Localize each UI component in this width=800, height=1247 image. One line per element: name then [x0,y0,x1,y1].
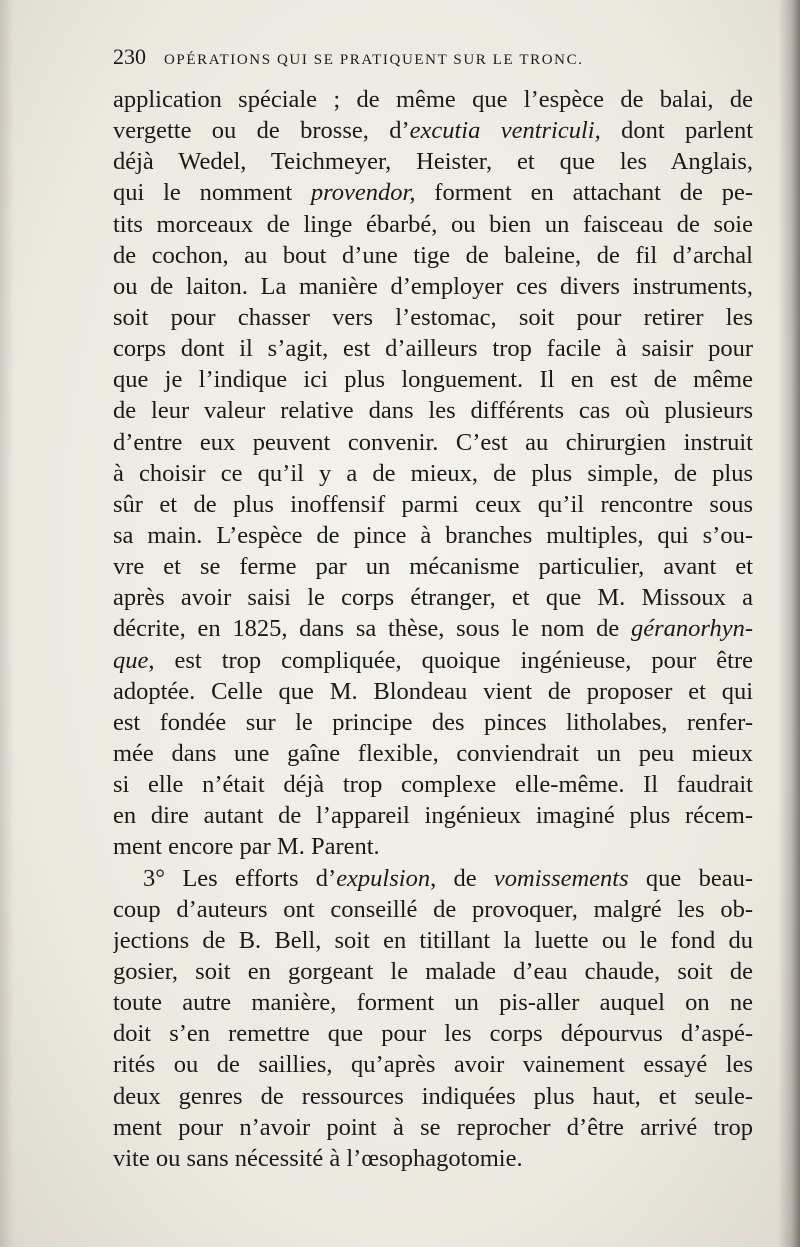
text-fragment: rités ou de saillies, qu’après avoir vainement essayé les [113,1051,753,1079]
text-fragment: deux genres de ressources indiquées plus haut, et seule- [113,1082,753,1110]
text-line [113,800,753,831]
text-fragment: jections de B. Bell, soit en titillant la luette ou le fond du [113,926,753,954]
text-line [113,582,753,613]
page-number: 230 [113,44,146,69]
text-fragment: sûr et de plus inoffensif parmi ceux qu’il rencontre sous [113,490,753,518]
text-line [113,1081,753,1112]
text-fragment: vre et se ferme par un mécanisme particulier, avant et [113,553,753,581]
text-fragment: doit s’en remettre que pour les corps dépourvus d’aspé- [113,1020,753,1048]
text-fragment: après avoir saisi le corps étranger, et que M. Missoux a [113,584,753,612]
text-fragment: soit pour chasser vers l’estomac, soit pour retirer les [113,303,753,331]
text-fragment: 3° Les efforts d’ [143,864,337,892]
text-fragment: toute autre manière, forment un pis-aller auquel on ne [113,989,753,1017]
text-line [113,458,753,489]
page-edge-shadow [778,0,800,1247]
text-line [113,271,753,302]
text-line [113,1018,753,1049]
text-line [113,551,753,582]
text-fragment: décrite, en 1825, dans sa thèse, sous le nom de [113,615,631,643]
text-fragment: application spéciale ; de même que l’espèce de balai, de [113,86,753,113]
text-fragment: , est trop compliquée, quoique ingénieuse, pour être [148,646,753,674]
text-line [113,209,753,240]
text-line [113,395,753,426]
text-line [113,115,753,146]
text-line [113,364,753,395]
italic-fragment: excutia ventriculi, [409,117,601,145]
text-fragment: ment encore par M. Parent. [113,833,380,861]
text-fragment: que beau- [628,864,753,892]
text-fragment: adoptée. Celle que M. Blondeau vient de proposer et qui [113,677,753,705]
text-line [113,769,753,800]
text-line [113,925,753,956]
text-line [113,177,753,208]
text-fragment: ment pour n’avoir point à se reprocher d’être arrivé trop [113,1113,753,1141]
text-fragment: en dire autant de l’appareil ingénieux imaginé plus récem- [113,802,753,830]
text-fragment: de cochon, au bout d’une tige de baleine, de fil d’archal [113,241,753,269]
text-fragment: que je l’indique ici plus longuement. Il en est de même [113,366,753,394]
text-fragment: sa main. L’espèce de pince à branches multiples, qui s’ou- [113,521,753,549]
text-line [113,894,753,925]
text-line [113,1112,753,1143]
text-line [113,831,753,862]
text-fragment: d’entre eux peuvent convenir. C’est au chirurgien instruit [113,428,753,456]
text-fragment: vergette ou de brosse, d’ [113,117,410,145]
text-fragment: qui le nomment [113,179,311,207]
text-line [113,707,753,738]
text-fragment: de leur valeur relative dans les différents cas où plusieurs [113,397,753,425]
body-text [113,84,753,1174]
text-line [113,240,753,271]
text-fragment: ou de laiton. La manière d’employer ces divers instruments, [113,272,753,300]
running-head: OPÉRATIONS QUI SE PRATIQUENT SUR LE TRONC. [163,52,584,68]
text-line [113,520,753,551]
text-line [113,987,753,1018]
text-line [113,146,753,177]
text-fragment: corps dont il s’agit, est d’ailleurs trop facile à saisir pour [113,335,753,363]
page-header [113,44,713,74]
text-line [113,676,753,707]
italic-fragment: géranorhyn- [630,615,753,643]
text-fragment: déjà Wedel, Teichmeyer, Heister, et que les Anglais, [113,148,753,176]
text-fragment: , de [430,864,494,892]
text-fragment: forment en attachant de pe- [415,179,753,207]
italic-fragment: expulsion [336,864,431,892]
text-line [113,1049,753,1080]
text-line [113,863,753,894]
text-fragment: si elle n’était déjà trop complexe elle-même. Il faudrait [113,771,753,799]
text-fragment: coup d’auteurs ont conseillé de provoquer, malgré les ob- [113,895,753,923]
text-fragment: mée dans une gaîne flexible, conviendrait un peu mieux [113,739,753,767]
text-line [113,489,753,520]
text-fragment: à choisir ce qu’il y a de mieux, de plus simple, de plus [113,459,753,487]
text-line [113,956,753,987]
text-fragment: est fondée sur le principe des pinces litholabes, renfer- [113,708,753,736]
text-line [113,84,753,115]
text-fragment: vite ou sans nécessité à l’œsophagotomie. [113,1144,523,1172]
italic-fragment: vomissements [493,864,629,892]
text-line [113,738,753,769]
text-line [113,645,753,676]
text-fragment: tits morceaux de linge ébarbé, ou bien un faisceau de soie [113,210,753,238]
italic-fragment: provendor, [310,179,416,207]
text-line [113,333,753,364]
text-line [113,427,753,458]
text-fragment: dont parlent [600,117,753,145]
text-line [113,613,753,644]
page-gutter-shadow [0,0,14,1247]
text-line [113,1143,753,1174]
text-line [113,302,753,333]
italic-fragment: que [113,646,149,674]
text-fragment: gosier, soit en gorgeant le malade d’eau chaude, soit de [113,957,753,985]
